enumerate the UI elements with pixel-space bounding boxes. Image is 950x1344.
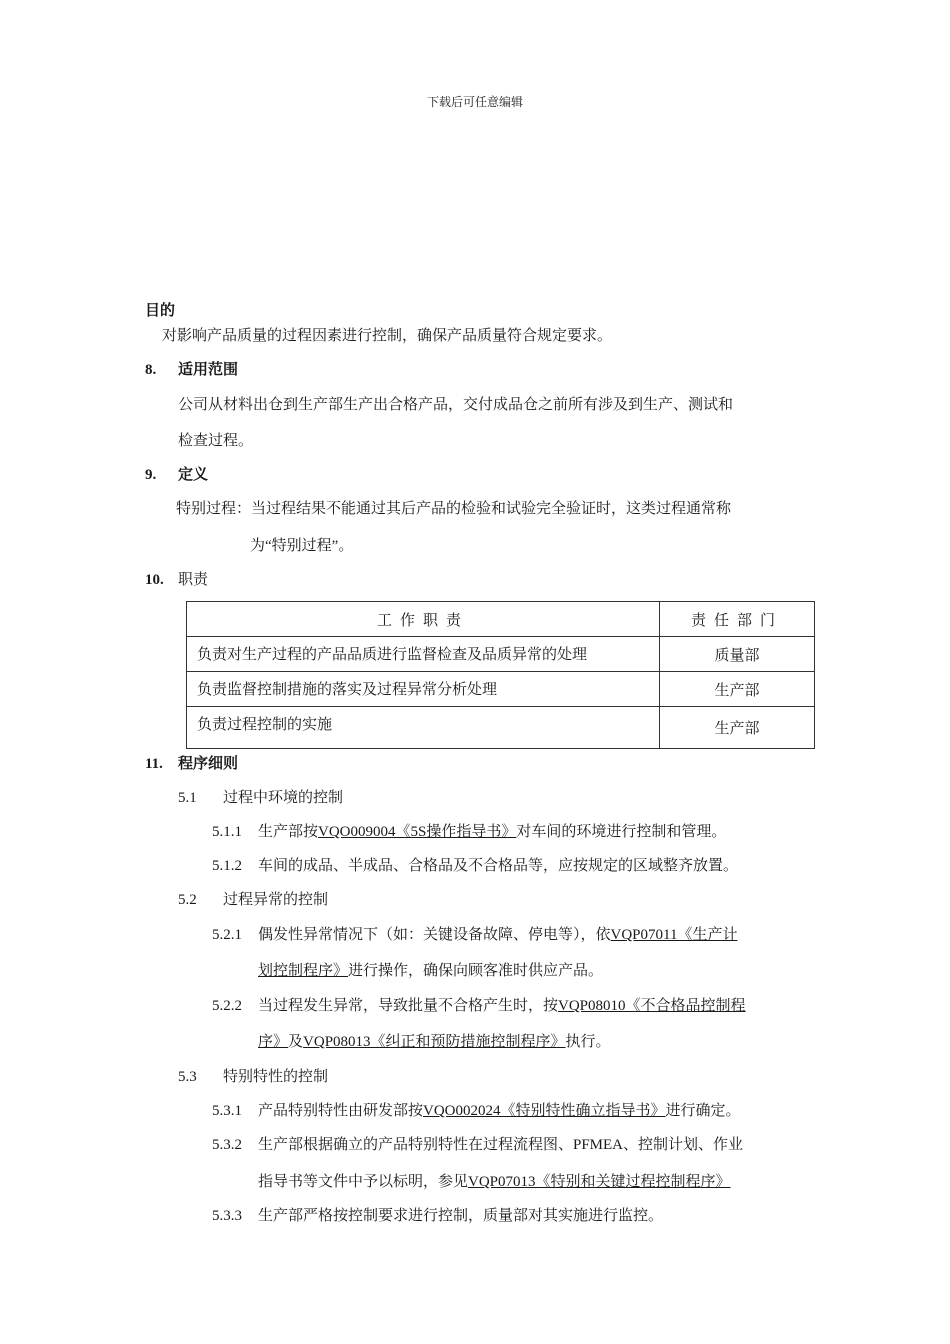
doc-link-vqp07011[interactable]: VQP07011《生产计 (610, 927, 738, 943)
section-5-3-number: 5.3 (178, 1069, 197, 1085)
section-5-3-2-text-line2: 指导书等文件中予以标明，参见VQP07013《特别和关键过程控制程序》 (258, 1174, 731, 1190)
scope-number: 8. (145, 362, 157, 378)
scope-text-line1: 公司从材料出仓到生产部生产出合格产品，交付成品仓之前所有涉及到生产、测试和 (178, 397, 734, 413)
definition-text-line2: 为“特别过程”。 (250, 538, 354, 554)
responsibility-number: 10. (145, 572, 164, 588)
section-5-1-title: 过程中环境的控制 (223, 790, 344, 806)
section-5-1-1-text: 生产部按VQO009004《5S操作指导书》对车间的环境进行控制和管理。 (258, 824, 727, 840)
table-cell-duty: 负责过程控制的实施 (187, 707, 660, 749)
doc-link-vqo002024[interactable]: VQO002024《特别特性确立指导书》 (423, 1103, 666, 1119)
table-cell-duty: 负责监督控制措施的落实及过程异常分析处理 (187, 672, 660, 707)
section-5-2-1-text-line1: 偶发性异常情况下（如：关键设备故障、停电等），依VQP07011《生产计 (258, 927, 738, 943)
table-cell-dept: 质量部 (660, 637, 815, 672)
section-5-2-number: 5.2 (178, 892, 197, 908)
table-row (187, 672, 815, 707)
section-5-3-1-text: 产品特别特性由研发部按VQO002024《特别特性确立指导书》进行确定。 (258, 1103, 741, 1119)
table-header-duty: 工作职责 (187, 602, 660, 637)
procedure-number: 11. (145, 756, 163, 772)
definition-text-line1: 特别过程：当过程结果不能通过其后产品的检验和试验完全验证时，这类过程通常称 (176, 501, 732, 517)
section-5-1-number: 5.1 (178, 790, 197, 806)
doc-link-vqp08010[interactable]: VQP08010《不合格品控制程 (558, 998, 746, 1014)
section-5-1-2-text: 车间的成品、半成品、合格品及不合格品等，应按规定的区域整齐放置。 (258, 858, 739, 874)
section-5-3-2-number: 5.3.2 (212, 1137, 242, 1153)
purpose-title: 目的 (145, 303, 176, 319)
section-5-2-1-number: 5.2.1 (212, 927, 242, 943)
responsibility-table (186, 601, 815, 749)
procedure-title: 程序细则 (178, 756, 239, 772)
table-header-row (187, 602, 815, 637)
scope-text-line2: 检查过程。 (178, 433, 254, 449)
doc-link-vqp07011-cont[interactable]: 划控制程序》 (258, 963, 349, 979)
doc-link-vqo009004[interactable]: VQO009004《5S操作指导书》 (318, 824, 517, 840)
section-5-3-1-number: 5.3.1 (212, 1103, 242, 1119)
section-5-2-title: 过程异常的控制 (223, 892, 329, 908)
section-5-3-2-text-line1: 生产部根据确立的产品特别特性在过程流程图、PFMEA、控制计划、作业 (258, 1137, 744, 1153)
table-cell-dept: 生产部 (660, 672, 815, 707)
table-row (187, 707, 815, 749)
section-5-2-2-text-line1: 当过程发生异常，导致批量不合格产生时，按VQP08010《不合格品控制程 (258, 998, 746, 1014)
section-5-3-3-number: 5.3.3 (212, 1208, 242, 1224)
purpose-text: 对影响产品质量的过程因素进行控制，确保产品质量符合规定要求。 (162, 328, 613, 344)
doc-link-vqp08013[interactable]: VQP08013《纠正和预防措施控制程序》 (303, 1034, 566, 1050)
scope-title: 适用范围 (178, 362, 239, 378)
table-cell-duty: 负责对生产过程的产品品质进行监督检查及品质异常的处理 (187, 637, 660, 672)
section-5-3-3-text: 生产部严格按控制要求进行控制，质量部对其实施进行监控。 (258, 1208, 664, 1224)
section-5-2-2-number: 5.2.2 (212, 998, 242, 1014)
table-header-dept: 责任部门 (660, 602, 815, 637)
definition-number: 9. (145, 467, 157, 483)
doc-link-vqp08010-cont[interactable]: 序》 (258, 1034, 289, 1050)
definition-title: 定义 (178, 467, 209, 483)
section-5-3-title: 特别特性的控制 (223, 1069, 329, 1085)
table-cell-dept: 生产部 (660, 707, 815, 749)
responsibility-title: 职责 (178, 572, 209, 588)
doc-link-vqp07013[interactable]: VQP07013《特别和关键过程控制程序》 (468, 1174, 731, 1190)
section-5-1-1-number: 5.1.1 (212, 824, 242, 840)
section-5-1-2-number: 5.1.2 (212, 858, 242, 874)
section-5-2-2-text-line2: 序》及VQP08013《纠正和预防措施控制程序》执行。 (258, 1034, 611, 1050)
page-header: 下载后可任意编辑 (426, 95, 523, 109)
section-5-2-1-text-line2: 划控制程序》进行操作，确保向顾客准时供应产品。 (258, 963, 604, 979)
table-row (187, 637, 815, 672)
